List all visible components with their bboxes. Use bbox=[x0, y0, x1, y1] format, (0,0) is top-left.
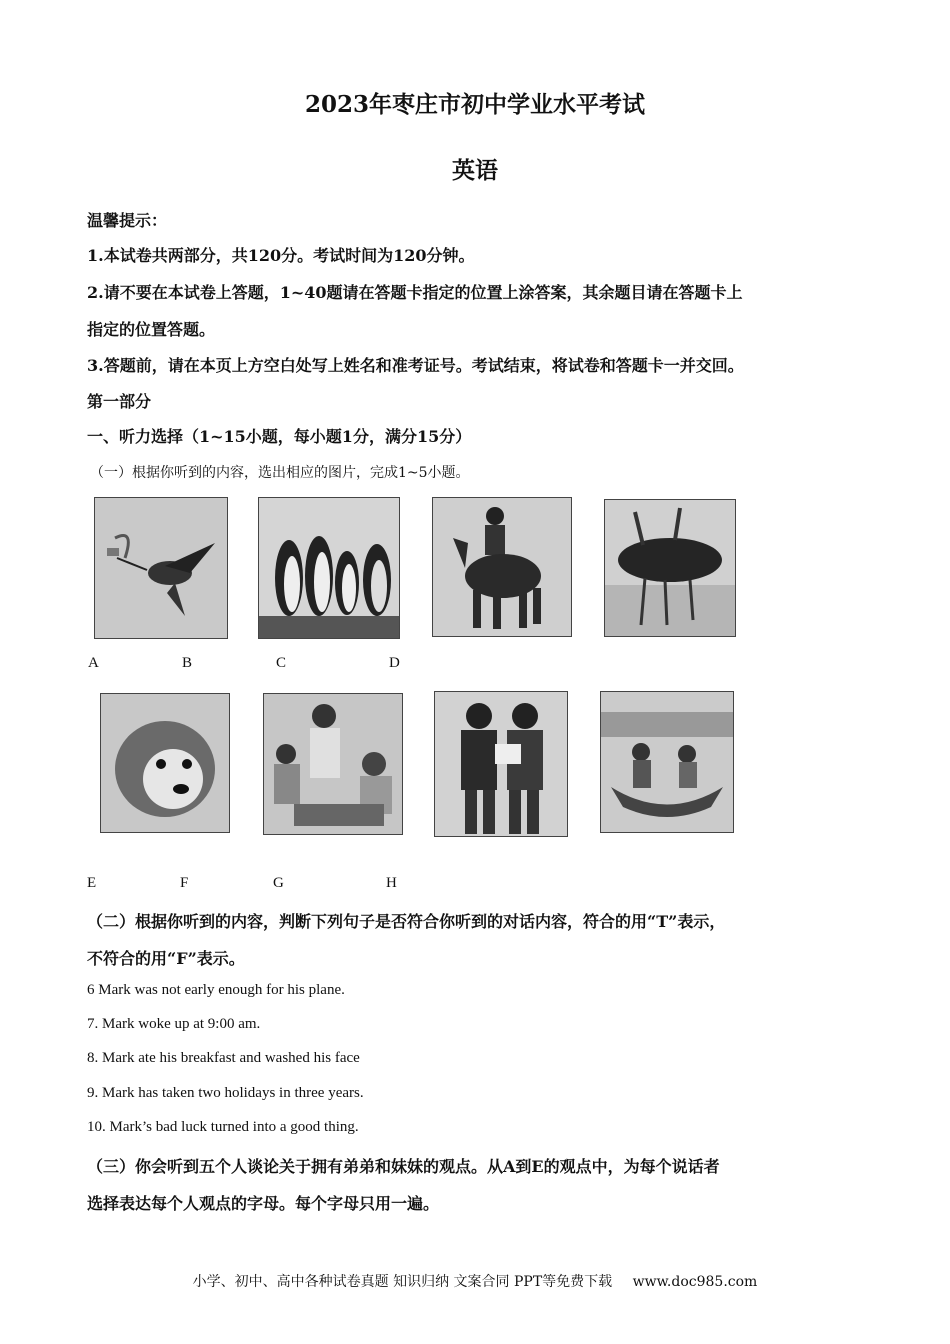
picture-label-d: D bbox=[389, 655, 400, 671]
notice-item-2-cont: 指定的位置答题。 bbox=[87, 320, 216, 339]
picture-dog bbox=[100, 693, 230, 833]
statement-10: 10. Mark’s bad luck turned into a good thing. bbox=[87, 1119, 359, 1135]
picture-label-f: F bbox=[180, 875, 189, 891]
picture-penguins bbox=[258, 497, 400, 639]
statement-8: 8. Mark ate his breakfast and washed his face bbox=[87, 1050, 360, 1066]
notice-item-1: 1.本试卷共两部分，共120分。考试时间为120分钟。 bbox=[87, 246, 475, 265]
picture-label-e: E bbox=[87, 875, 97, 891]
statement-9: 9. Mark has taken two holidays in three years. bbox=[87, 1085, 364, 1101]
picture-label-c: C bbox=[276, 655, 287, 671]
picture-hummingbird bbox=[94, 497, 228, 639]
notice-heading: 温馨提示： bbox=[87, 211, 168, 230]
picture-boat-scene bbox=[600, 691, 734, 833]
statement-7: 7. Mark woke up at 9:00 am. bbox=[87, 1016, 261, 1032]
picture-two-men-reading bbox=[434, 691, 568, 837]
sub-instruction-3: （三）你会听到五个人谈论关于拥有弟弟和妹妹的观点。从A到E的观点中，为每个说话者 bbox=[87, 1157, 720, 1176]
page-title: 2023年枣庄市初中学业水平考试 bbox=[304, 91, 645, 118]
picture-label-a: A bbox=[88, 655, 99, 671]
notice-item-3: 3.答题前，请在本页上方空白处写上姓名和准考证号。考试结束，将试卷和答题卡一并交回。 bbox=[87, 356, 744, 375]
notice-item-2: 2.请不要在本试卷上答题，1~40题请在答题卡指定的位置上涂答案，其余题目请在答题卡上 bbox=[87, 283, 743, 302]
part-label: 第一部分 bbox=[87, 392, 152, 411]
picture-family-meal bbox=[263, 693, 403, 835]
picture-label-b: B bbox=[182, 655, 193, 671]
page-footer bbox=[0, 1271, 950, 1291]
footer-website-link[interactable]: www.doc985.com bbox=[632, 1274, 758, 1290]
statement-6: 6 Mark was not early enough for his plane. bbox=[87, 982, 345, 998]
sub-instruction-2-cont: 不符合的用“F”表示。 bbox=[87, 949, 245, 968]
picture-horse-rider bbox=[432, 497, 572, 637]
subject-title: 英语 bbox=[452, 157, 498, 184]
sub-instruction-2: （二）根据你听到的内容，判断下列句子是否符合你听到的对话内容，符合的用“T”表示， bbox=[87, 912, 726, 931]
picture-label-h: H bbox=[386, 875, 397, 891]
footer-text: 小学、初中、高中各种试卷真题 知识归纳 文案合同 PPT等免费下载 bbox=[192, 1274, 613, 1290]
sub-instruction-3-cont: 选择表达每个人观点的字母。每个字母只用一遍。 bbox=[87, 1194, 440, 1213]
picture-ostriches bbox=[604, 499, 736, 637]
sub-instruction-1: （一）根据你听到的内容，选出相应的图片，完成1~5小题。 bbox=[90, 465, 470, 481]
section-heading: 一、听力选择（1~15小题，每小题1分，满分15分） bbox=[87, 427, 472, 446]
picture-label-g: G bbox=[273, 875, 284, 891]
